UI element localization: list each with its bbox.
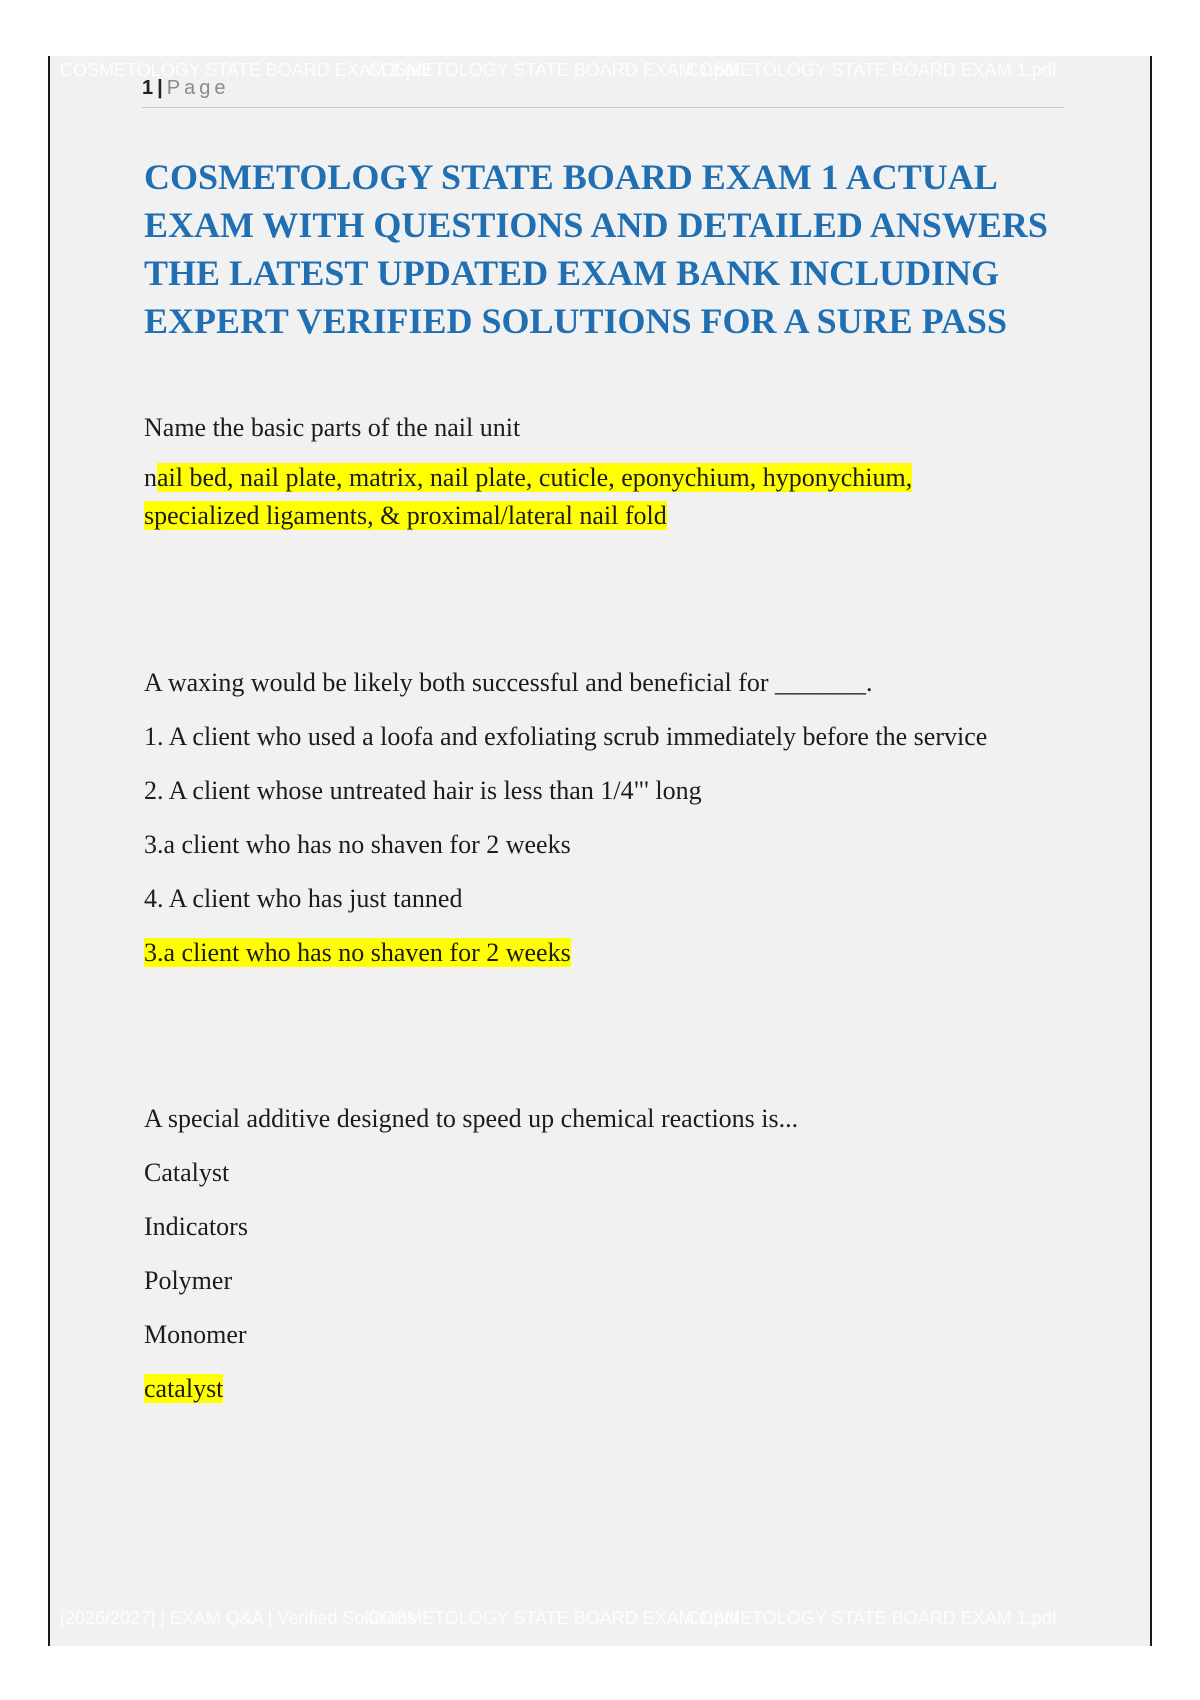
document-page [48,56,1152,1646]
page-header [142,77,1064,108]
page-number: 1 [142,77,154,99]
highlighted-answer: ail bed, nail plate, matrix, nail plate, cuticle, eponychium, hyponychium, [157,463,913,492]
option-item: 2. A client whose untreated hair is less than 1/4"' long [144,776,702,805]
option-item: Polymer [144,1266,233,1295]
question-text: Name the basic parts of the nail unit [144,413,521,442]
answer-prefix: n [144,463,157,492]
watermark-text: COSMETOLOGY STATE BOARD EXAM 1.pdf [368,1608,739,1628]
option-item: 3.a client who has no shaven for 2 weeks [144,830,571,859]
option-item: Monomer [144,1320,247,1349]
highlighted-answer: specialized ligaments, & proximal/lateral nail fold [144,501,667,530]
question-text: A special additive designed to speed up chemical reactions is... [144,1104,799,1133]
header-separator: | [157,77,163,99]
watermark-text: COSMETOLOGY STATE BOARD EXAM 1.pdf [60,60,431,80]
option-item: Catalyst [144,1158,230,1187]
question-block-1 [144,409,1084,535]
answer-line-1 [144,459,1084,497]
watermark-bottom [50,1608,1150,1632]
question-block-3 [144,1100,1084,1424]
watermark-text: COSMETOLOGY STATE BOARD EXAM 1.pdf [686,60,1057,80]
option-item: 1. A client who used a loofa and exfoliating scrub immediately before the service [144,722,988,751]
highlighted-answer: catalyst [144,1374,224,1403]
document-title: COSMETOLOGY STATE BOARD EXAM 1 ACTUAL EXAM WITH QUESTIONS AND DETAILED ANSWERS THE LATEST UPDATED EXAM BANK INCLUDING EXPERT VERIFIED SOLUTIONS FOR A SURE PASS [144,157,1048,341]
page-label: Page [166,77,230,99]
answer-line-2 [144,497,1084,535]
option-item: 4. A client who has just tanned [144,884,463,913]
option-item: Indicators [144,1212,248,1241]
watermark-text: [2026/2027] | EXAM Q&A | Verified Solutions [60,1608,417,1628]
watermark-text: COSMETOLOGY STATE BOARD EXAM 1.pdf [368,60,739,80]
highlighted-answer: 3.a client who has no shaven for 2 weeks [144,938,571,967]
watermark-text: COSMETOLOGY STATE BOARD EXAM 1.pdf [686,1608,1057,1628]
question-text: A waxing would be likely both successful and beneficial for _______. [144,668,873,697]
question-block-2 [144,664,1084,988]
